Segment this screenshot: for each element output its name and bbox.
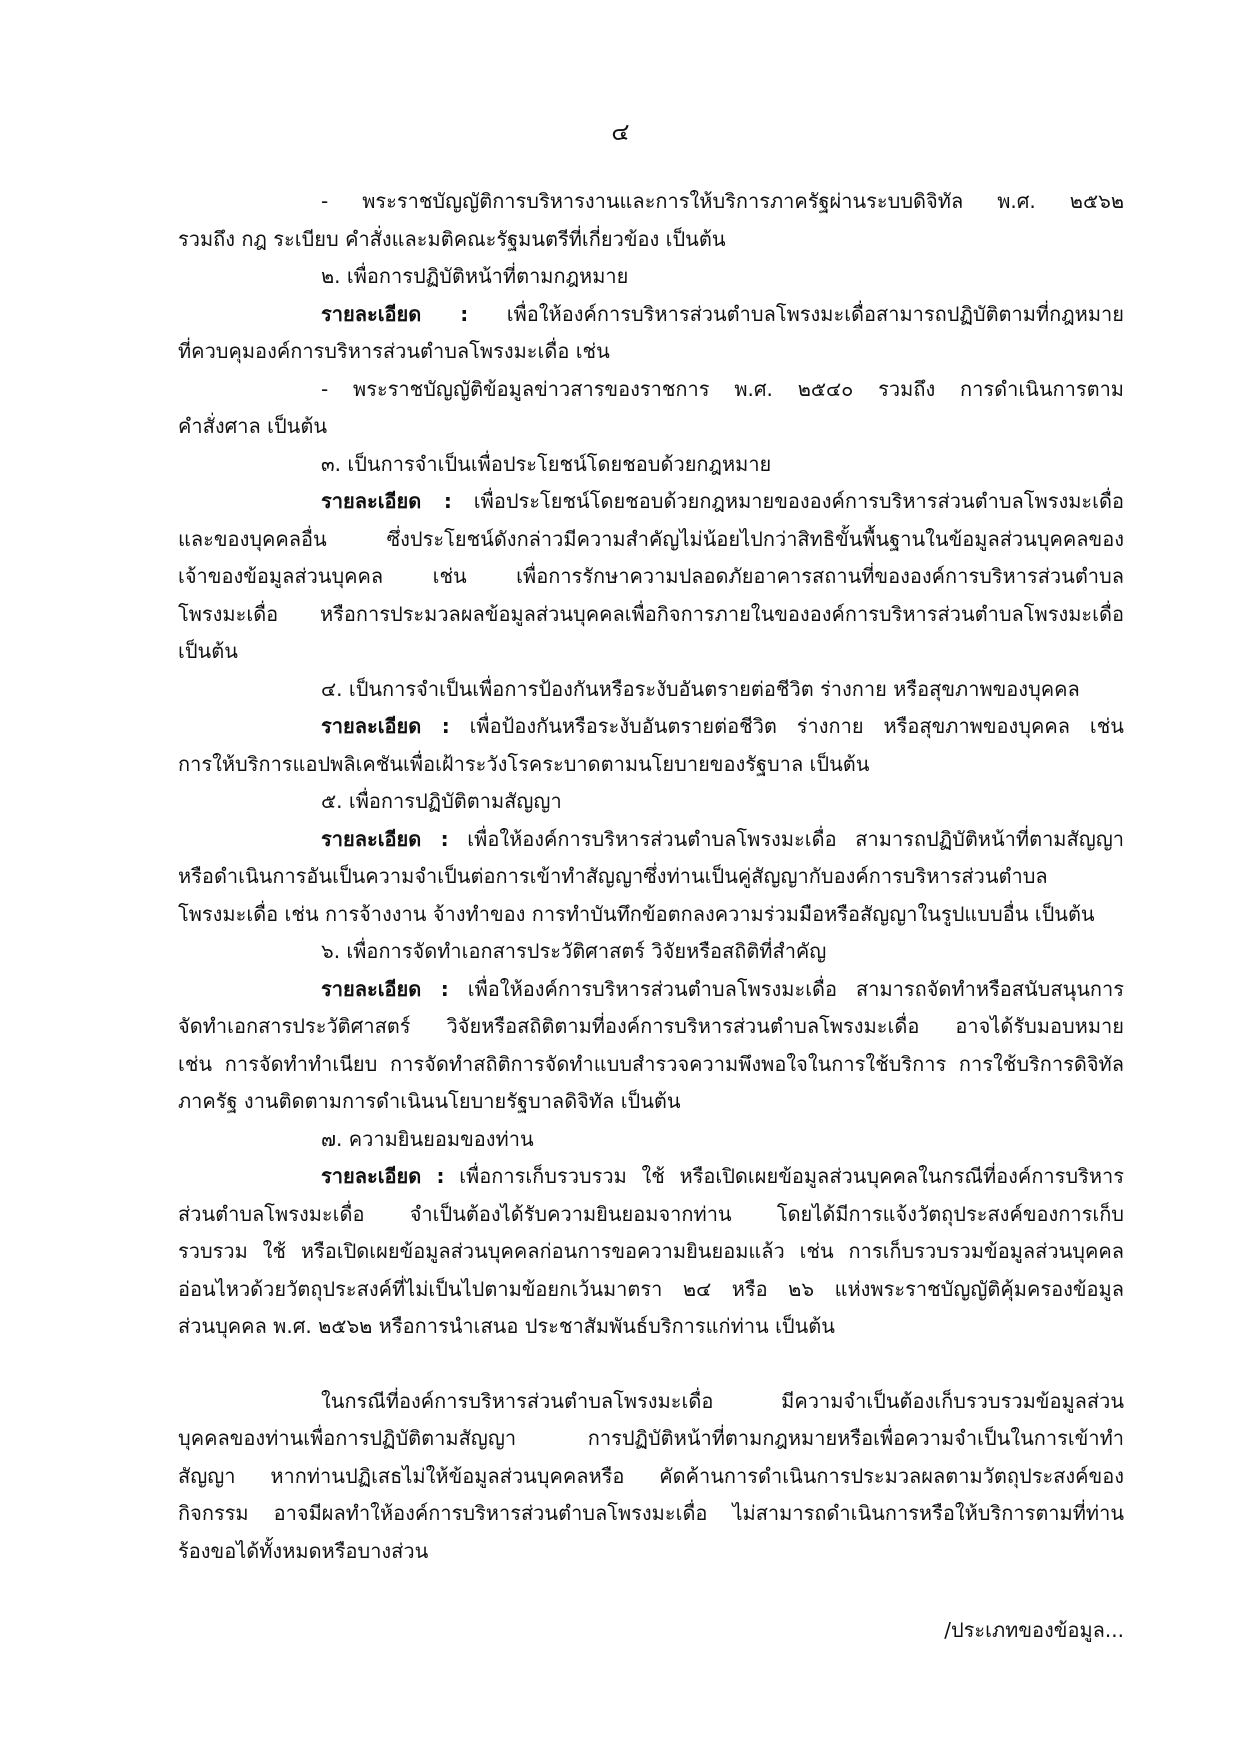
page-number: ๔ [611, 118, 630, 146]
text-line [178, 221, 1124, 259]
text-line [178, 1308, 1124, 1346]
line-text: กิจกรรม อาจมีผลทำให้องค์การบริหารส่วนตำบลโพรงมะเดื่อ ไม่สามารถดำเนินการหรือให้บริการตามที่ท่าน [178, 1501, 1124, 1525]
text-line [178, 446, 1124, 484]
line-text: - พระราชบัญญัติการบริหารงานและการให้บริการภาครัฐผ่านระบบดิจิทัล พ.ศ. ๒๕๖๒ [321, 189, 1124, 213]
text-line [178, 333, 1124, 371]
text-line [178, 596, 1124, 634]
line-text: คำสั่งศาล เป็นต้น [178, 414, 327, 438]
text-line [178, 408, 1124, 446]
detail-label: รายละเอียด : [321, 489, 452, 513]
text-line [178, 258, 1124, 296]
text-line [178, 1083, 1124, 1121]
line-text: รวบรวม ใช้ หรือเปิดเผยข้อมูลส่วนบุคคลก่อนการขอความยินยอมแล้ว เช่น การเก็บรวบรวมข้อมูลส่วนบุคคล [178, 1239, 1124, 1263]
detail-label: รายละเอียด : [321, 301, 469, 326]
text-line [178, 1383, 1124, 1421]
line-text: ๒. เพื่อการปฏิบัติหน้าที่ตามกฎหมาย [321, 264, 629, 288]
text-line [178, 821, 1124, 859]
line-text: ที่ควบคุมองค์การบริหารส่วนตำบลโพรงมะเดื่อ เช่น [178, 339, 610, 363]
text-line [178, 633, 1124, 671]
text-line [178, 971, 1124, 1009]
text-line [178, 521, 1124, 559]
line-text: รวมถึง กฎ ระเบียบ คำสั่งและมติคณะรัฐมนตรีที่เกี่ยวข้อง เป็นต้น [178, 226, 726, 251]
text-line [178, 858, 1124, 896]
line-text: เจ้าของข้อมูลส่วนบุคคล เช่น เพื่อการรักษาความปลอดภัยอาคารสถานที่ขององค์การบริหารส่วนตำบล [178, 564, 1124, 588]
line-text: ๓. เป็นการจำเป็นเพื่อประโยชน์โดยชอบด้วยกฎหมาย [321, 451, 772, 476]
text-line [178, 1458, 1124, 1496]
line-text: ๕. เพื่อการปฏิบัติตามสัญญา [321, 789, 562, 813]
continuation-note: /ประเภทของข้อมูล... [944, 1618, 1124, 1642]
line-text: อ่อนไหวด้วยวัตถุประสงค์ที่ไม่เป็นไปตามข้อยกเว้นมาตรา ๒๔ หรือ ๒๖ แห่งพระราชบัญญัติคุ้มครองข้อมูล [178, 1276, 1124, 1301]
line-text: สัญญา หากท่านปฏิเสธไม่ให้ข้อมูลส่วนบุคคลหรือ คัดค้านการดำเนินการประมวลผลตามวัตถุประสงค์ของ [178, 1463, 1124, 1488]
line-text: ร้องขอได้ทั้งหมดหรือบางส่วน [178, 1538, 429, 1563]
detail-label: รายละเอียด : [321, 976, 449, 1001]
text-line [178, 746, 1124, 784]
text-line [178, 1420, 1124, 1458]
line-text: เพื่อป้องกันหรือระงับอันตรายต่อชีวิต ร่างกาย หรือสุขภาพของบุคคล เช่น [449, 714, 1124, 738]
detail-label: รายละเอียด : [321, 714, 450, 738]
line-text: โพรงมะเดื่อ เช่น การจ้างงาน จ้างทำของ การทำบันทึกข้อตกลงความร่วมมือหรือสัญญาในรูปแบบอื่น เป็นต้น [178, 901, 1095, 926]
text-line [178, 1533, 1124, 1571]
text-line [178, 783, 1124, 821]
text-line [178, 1495, 1124, 1533]
text-line [178, 371, 1124, 409]
text-line [178, 1046, 1124, 1084]
text-line [178, 483, 1124, 521]
text-line [178, 1196, 1124, 1234]
line-text: ส่วนบุคคล พ.ศ. ๒๕๖๒ หรือการนำเสนอ ประชาสัมพันธ์บริการแก่ท่าน เป็นต้น [178, 1314, 835, 1338]
line-text: - พระราชบัญญัติข้อมูลข่าวสารของราชการ พ.ศ. ๒๕๔๐ รวมถึง การดำเนินการตาม [321, 376, 1124, 401]
line-text: ภาครัฐ งานติดตามการดำเนินนโยบายรัฐบาลดิจิทัล เป็นต้น [178, 1089, 681, 1113]
line-text: เพื่อประโยชน์โดยชอบด้วยกฎหมายขององค์การบริหารส่วนตำบลโพรงมะเดื่อ [451, 489, 1124, 513]
line-text: เพื่อให้องค์การบริหารส่วนตำบลโพรงมะเดื่อ สามารถปฏิบัติหน้าที่ตามสัญญา [448, 826, 1124, 851]
text-line [178, 558, 1124, 596]
paragraph-gap [178, 1346, 1124, 1383]
detail-label: รายละเอียด : [321, 1164, 445, 1188]
text-line [178, 183, 1124, 221]
line-text: และของบุคคลอื่น ซึ่งประโยชน์ดังกล่าวมีความสำคัญไม่น้อยไปกว่าสิทธิขั้นพื้นฐานในข้อมูลส่วนบุคคลของ [178, 526, 1124, 551]
text-line [178, 1008, 1124, 1046]
text-line [178, 708, 1124, 746]
line-text: ส่วนตำบลโพรงมะเดื่อ จำเป็นต้องได้รับความยินยอมจากท่าน โดยได้มีการแจ้งวัตถุประสงค์ของการเก็บ [178, 1201, 1124, 1226]
line-text: หรือดำเนินการอันเป็นความจำเป็นต่อการเข้าทำสัญญาซึ่งท่านเป็นคู่สัญญากับองค์การบริหารส่วนตำบล [178, 864, 1048, 888]
line-text: เป็นต้น [178, 639, 238, 663]
text-line [178, 1121, 1124, 1159]
text-line [178, 1158, 1124, 1196]
text-line [178, 1271, 1124, 1309]
line-text: บุคคลของท่านเพื่อการปฏิบัติตามสัญญา การปฏิบัติหน้าที่ตามกฎหมายหรือเพื่อความจำเป็นในการเข้าทำ [178, 1426, 1124, 1450]
line-text: โพรงมะเดื่อ หรือการประมวลผลข้อมูลส่วนบุคคลเพื่อกิจการภายในขององค์การบริหารส่วนตำบลโพรงมะเดื่อ [178, 601, 1124, 626]
line-text: ในกรณีที่องค์การบริหารส่วนตำบลโพรงมะเดื่อ มีความจำเป็นต้องเก็บรวบรวมข้อมูลส่วน [321, 1388, 1124, 1413]
line-text: เพื่อการเก็บรวบรวม ใช้ หรือเปิดเผยข้อมูลส่วนบุคคลในกรณีที่องค์การบริหาร [444, 1164, 1124, 1188]
line-text: ๗. ความยินยอมของท่าน [321, 1126, 534, 1151]
text-line [178, 296, 1124, 334]
line-text: เพื่อให้องค์การบริหารส่วนตำบลโพรงมะเดื่อสามารถปฏิบัติตามที่กฎหมาย [468, 301, 1124, 326]
line-text: จัดทำเอกสารประวัติศาสตร์ วิจัยหรือสถิติตามที่องค์การบริหารส่วนตำบลโพรงมะเดื่อ อาจได้รับมอบหมาย [178, 1014, 1124, 1038]
line-text: เพื่อให้องค์การบริหารส่วนตำบลโพรงมะเดื่อ สามารถจัดทำหรือสนับสนุนการ [448, 976, 1124, 1001]
detail-label: รายละเอียด : [321, 826, 449, 851]
line-text: การให้บริการแอปพลิเคชันเพื่อเฝ้าระวังโรคระบาดตามนโยบายของรัฐบาล เป็นต้น [178, 751, 870, 776]
text-line [178, 933, 1124, 971]
text-line [178, 1233, 1124, 1271]
line-text: ๔. เป็นการจำเป็นเพื่อการป้องกันหรือระงับอันตรายต่อชีวิต ร่างกาย หรือสุขภาพของบุคคล [321, 676, 1080, 701]
line-text: ๖. เพื่อการจัดทำเอกสารประวัติศาสตร์ วิจัยหรือสถิติที่สำคัญ [321, 939, 827, 963]
text-line [178, 896, 1124, 934]
document-body [178, 183, 1124, 1570]
text-line [178, 671, 1124, 709]
line-text: เช่น การจัดทำทำเนียบ การจัดทำสถิติการจัดทำแบบสำรวจความพึงพอใจในการใช้บริการ การใช้บริการดิจิทัล [178, 1051, 1124, 1076]
